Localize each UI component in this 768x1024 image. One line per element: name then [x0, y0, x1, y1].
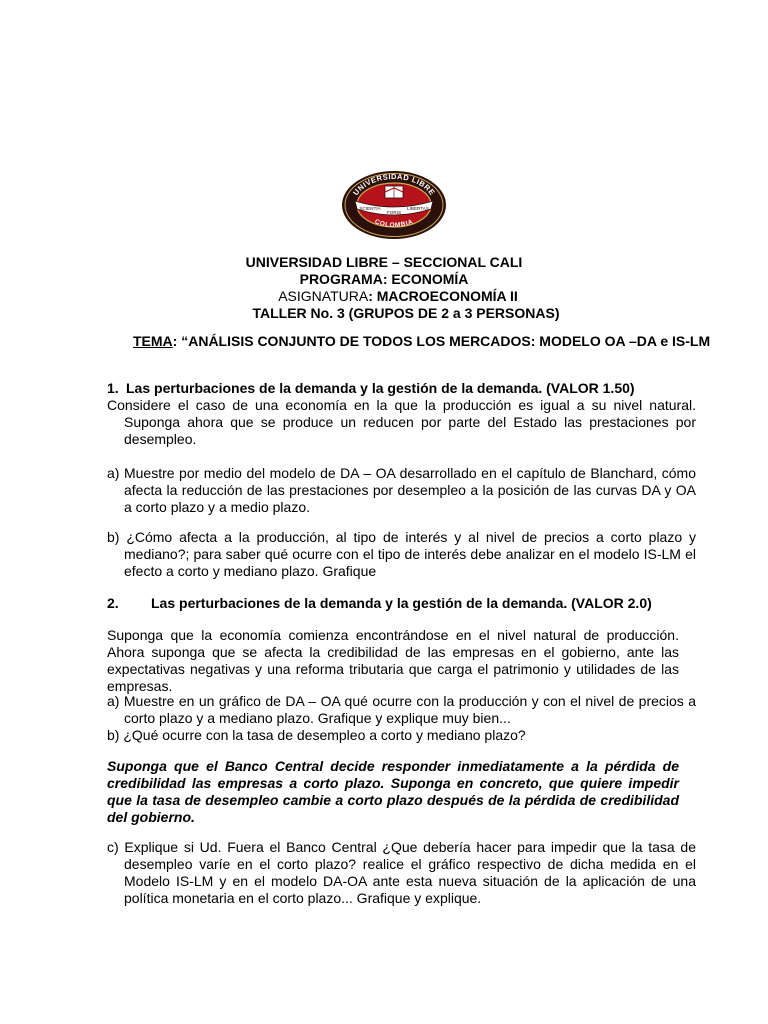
question-1-intro: Considere el caso de una economía en la que la producción es igual a su nivel natural. Suponga ahora que se produce un reducen por parte del Estado las prestaciones por desempleo. [107, 397, 696, 447]
question-1-title [107, 380, 679, 397]
question-1-part-b: b) ¿Cómo afecta a la producción, al tipo de interés y al nivel de precios a corto plazo y mediano?; para saber qué ocurre con el tipo de interés debe analizar en el modelo IS-LM el efecto a corto y mediano plazo. Grafique [107, 529, 696, 579]
question-2-intro: Suponga que la economía comienza encontrándose en el nivel natural de producción. Ahora suponga que se afecta la credibilidad de las empresas en el gobierno, ante las expectativas negativas y una reforma tributaria que carga el patrimonio y utilidades de las empresas. [107, 627, 679, 694]
question-1-title-text: Las perturbaciones de la demanda y la gestión de la demanda. (VALOR 1.50) [126, 380, 635, 396]
university-seal-logo [341, 170, 447, 240]
header-university: UNIVERSIDAD LIBRE – SECCIONAL CALI [245, 254, 523, 270]
topic-label: TEMA [133, 333, 173, 349]
svg-text:UNIVERSIDAD LIBRE: UNIVERSIDAD LIBRE [351, 171, 437, 198]
question-2-part-c: c) Explique si Ud. Fuera el Banco Central ¿Que debería hacer para impedir que la tasa de desempleo varíe en el corto plazo? realice el gráfico respectivo de dicha medida en el Modelo IS-LM y en el modelo DA-OA ante esta nueva situación de la aplicación de una política monetaria en el corto plazo... Grafique y explique. [107, 839, 696, 906]
question-1-number: 1. [107, 380, 119, 396]
question-2-part-b: b) ¿Qué ocurre con la tasa de desempleo a corto y mediano plazo? [107, 727, 526, 743]
header-subject-label: ASIGNATURA [278, 288, 369, 304]
question-2-emphasis: Suponga que el Banco Central decide responder inmediatamente a la pérdida de credibilidad las empresas a corto plazo. Suponga en concreto, que quiere impedir que la tasa de desempleo cambie a corto plazo después de la pérdida de credibilidad del gobierno. [107, 758, 679, 825]
topic-line [133, 333, 710, 350]
header-subject-value: : MACROECONOMÍA II [368, 288, 518, 304]
svg-text:SCIENTIA: SCIENTIA [359, 206, 381, 211]
svg-text:FORIS: FORIS [386, 210, 402, 215]
header-program: PROGRAMA: ECONOMÍA [299, 271, 469, 287]
question-1-part-a: a) Muestre por medio del modelo de DA – OA desarrollado en el capítulo de Blanchard, cómo afecta la reducción de las prestaciones por desempleo a la posición de las curvas DA y OA a corto plazo y a medio plazo. [107, 465, 696, 515]
question-2-part-a: a) Muestre en un gráfico de DA – OA qué ocurre con la producción y con el nivel de precios a corto plazo y a mediano plazo. Grafique y explique muy bien... [107, 693, 696, 726]
svg-text:LIBERTAS: LIBERTAS [407, 206, 429, 211]
svg-text:COLOMBIA: COLOMBIA [373, 218, 415, 230]
question-2-title [107, 595, 679, 612]
document-header [0, 254, 768, 322]
topic-text: : “ANÁLISIS CONJUNTO DE TODOS LOS MERCADOS: MODELO OA –DA e IS-LM [172, 333, 711, 349]
question-2-title-text: Las perturbaciones de la demanda y la gestión de la demanda. (VALOR 2.0) [151, 595, 652, 611]
header-subject [0, 288, 768, 305]
question-2-number: 2. [107, 595, 119, 611]
seal-graphic [341, 170, 447, 240]
header-workshop: TALLER No. 3 (GRUPOS DE 2 a 3 PERSONAS) [252, 305, 560, 321]
